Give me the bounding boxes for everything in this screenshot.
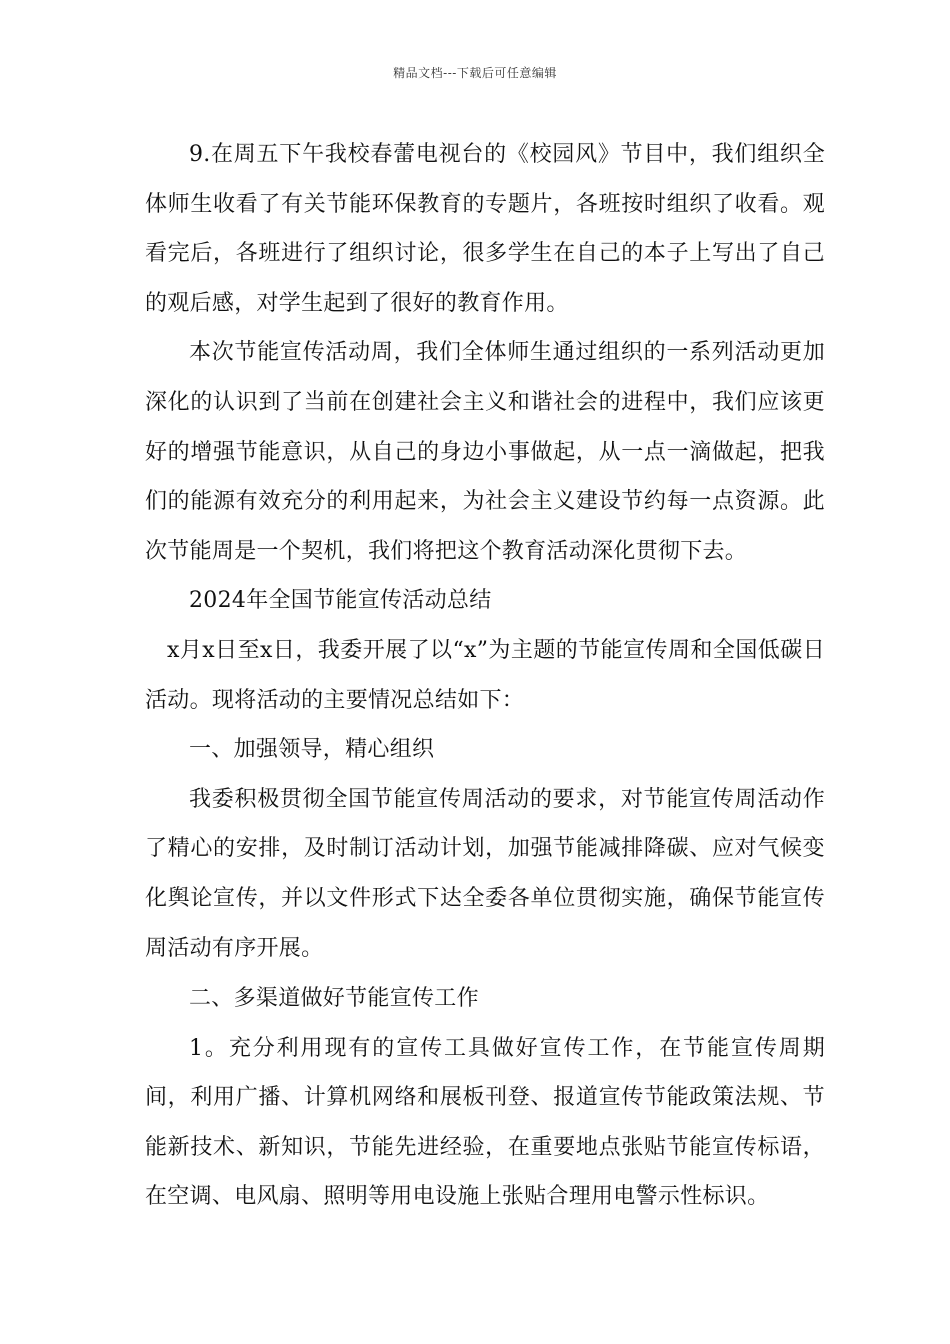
paragraph-channels-1: 1。充分利用现有的宣传工具做好宣传工作，在节能宣传周期间，利用广播、计算机网络和展板刊登、报道宣传节能政策法规、节能新技术、新知识，节能先进经验，在重要地点张贴节能宣传标语，在空调、电风扇、照明等用电设施上张贴合理用电警示性标识。 <box>145 1035 825 1210</box>
page-header: 精品文档---下载后可任意编辑 <box>393 66 557 80</box>
heading-channels: 二、多渠道做好节能宣传工作 <box>189 986 479 1012</box>
heading-leadership: 一、加强领导，精心组织 <box>189 737 435 763</box>
section-title: 2024年全国节能宣传活动总结 <box>189 588 492 614</box>
paragraph-week-summary: 本次节能宣传活动周，我们全体师生通过组织的一系列活动更加深化的认识到了当前在创建社会主义和谐社会的进程中，我们应该更好的增强节能意识，从自己的身边小事做起，从一点一滴做起，把我们的能源有效充分的利用起来，为社会主义建设节约每一点资源。此次节能周是一个契机，我们将把这个教育活动深化贯彻下去。 <box>145 340 825 564</box>
document-body <box>145 130 825 1222</box>
paragraph-leadership: 我委积极贯彻全国节能宣传周活动的要求，对节能宣传周活动作了精心的安排，及时制订活动计划，加强节能减排降碳、应对气候变化舆论宣传，并以文件形式下达全委各单位贯彻实施，确保节能宣传周活动有序开展。 <box>145 786 825 961</box>
paragraph-intro: x月x日至x日，我委开展了以“x”为主题的节能宣传周和全国低碳日活动。现将活动的主要情况总结如下： <box>145 637 825 713</box>
paragraph-tv-program: 9.在周五下午我校春蕾电视台的《校园风》节目中，我们组织全体师生收看了有关节能环保教育的专题片，各班按时组织了收看。观看完后，各班进行了组织讨论，很多学生在自己的本子上写出了自己的观后感，对学生起到了很好的教育作用。 <box>145 142 825 316</box>
